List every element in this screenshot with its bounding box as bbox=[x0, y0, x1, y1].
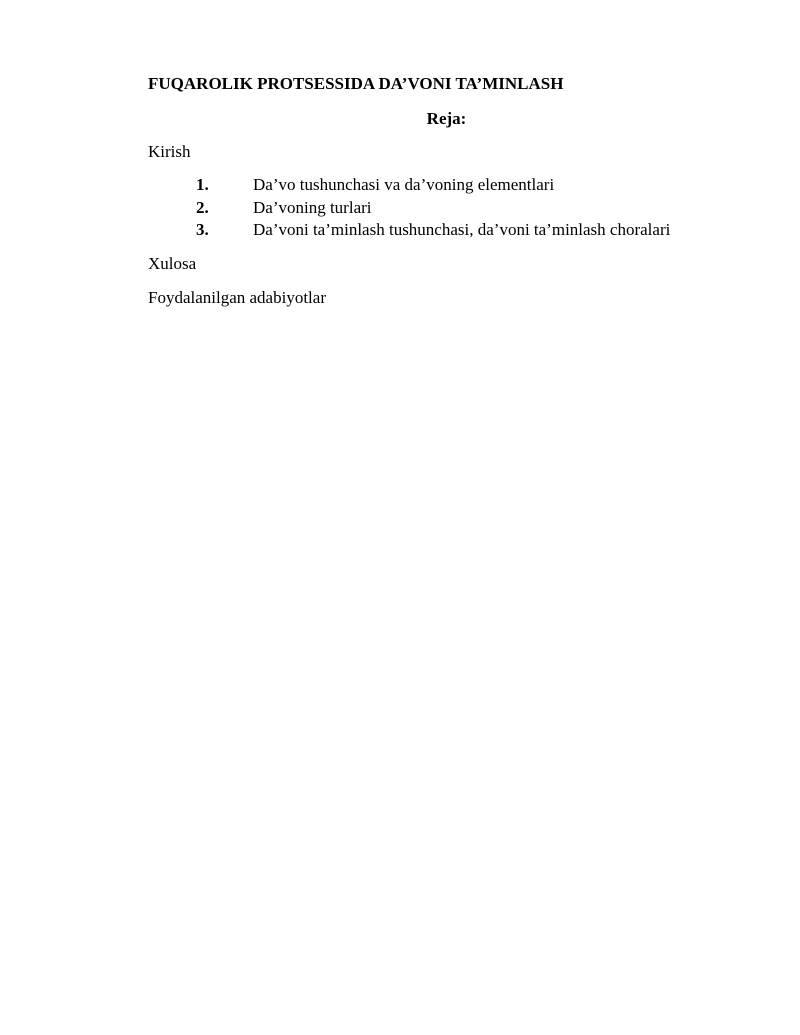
plan-heading-row bbox=[0, 109, 800, 129]
intro-line: Kirish bbox=[148, 142, 191, 161]
document-title: FUQAROLIK PROTSESSIDA DA’VONI TA’MINLASH bbox=[148, 74, 564, 93]
conclusion-line: Xulosa bbox=[148, 254, 197, 273]
references-line: Foydalanilgan adabiyotlar bbox=[148, 288, 326, 307]
list-item-text: Da’vo tushunchasi va da’voning elementlari bbox=[253, 175, 555, 194]
list-item-text: Da’voni ta’minlash tushunchasi, da’voni ta’minlash choralari bbox=[253, 220, 671, 239]
list-item-number: 2. bbox=[196, 197, 209, 217]
list-item-number: 3. bbox=[196, 220, 209, 239]
list-item-number: 1. bbox=[196, 175, 209, 194]
plan-heading: Reja: bbox=[426, 109, 467, 128]
list-item-text: Da’voning turlari bbox=[253, 197, 372, 217]
